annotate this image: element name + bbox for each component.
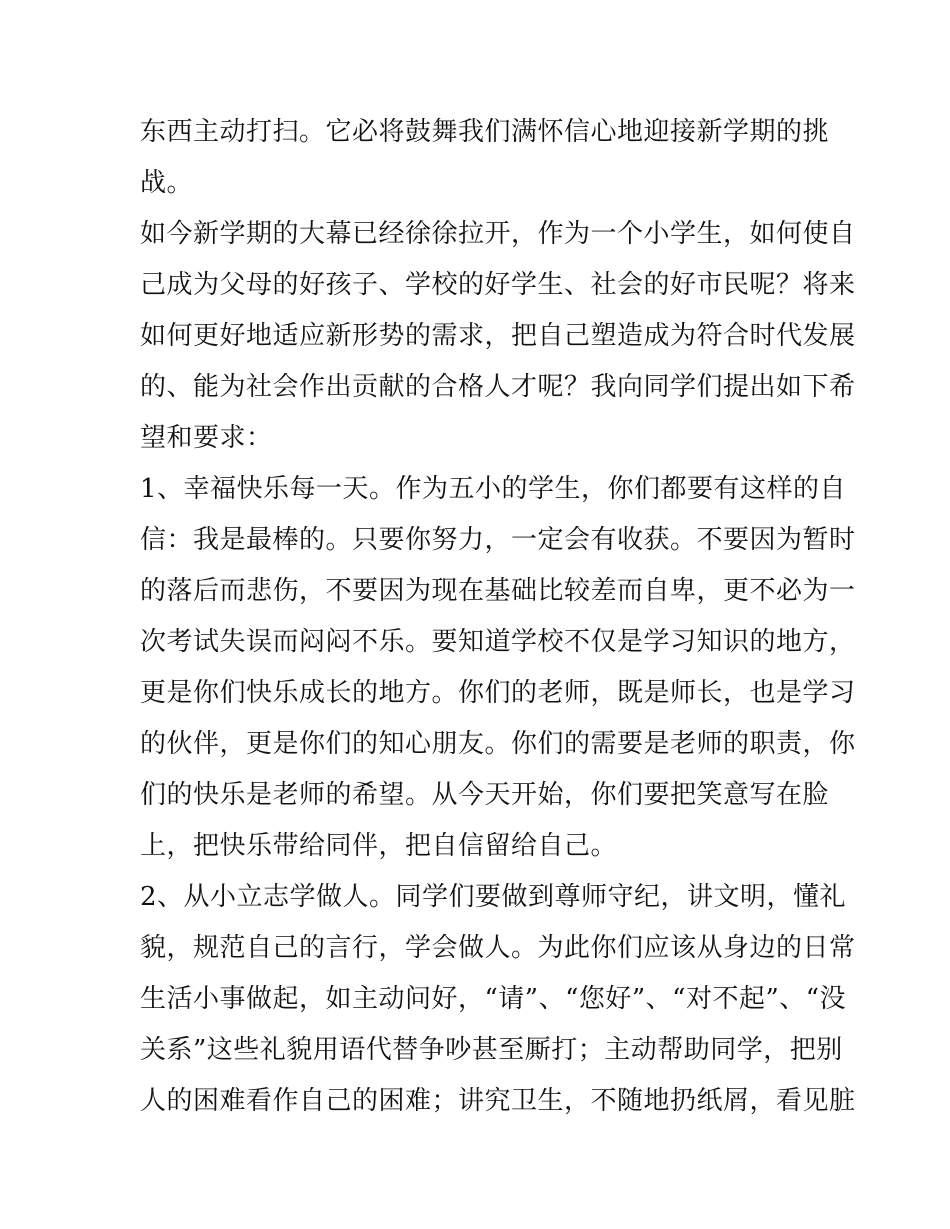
text-line-13: 的伙伴，更是你们的知心朋友。你们的需要是老师的职责，你 bbox=[140, 729, 856, 759]
text-line-18: 生活小事做起，如主动问好，“请”、“您好”、“对不起”、“没 bbox=[140, 984, 847, 1014]
text-line-7: 望和要求： bbox=[140, 423, 273, 453]
text-line-3: 如今新学期的大幕已经徐徐拉开，作为一个小学生，如何使自 bbox=[140, 219, 856, 249]
text-line-2: 战。 bbox=[140, 168, 194, 198]
text-line-6: 的、能为社会作出贡献的合格人才呢？我向同学们提出如下希 bbox=[140, 372, 856, 402]
body-text bbox=[140, 107, 856, 1127]
text-line-11: 次考试失误而闷闷不乐。要知道学校不仅是学习知识的地方， bbox=[140, 627, 856, 657]
text-line-8: 1、幸福快乐每一天。作为五小的学生，你们都要有这样的自 bbox=[140, 474, 847, 504]
text-line-10: 的落后而悲伤，不要因为现在基础比较差而自卑，更不必为一 bbox=[140, 576, 856, 606]
text-line-16: 2、从小立志学做人。同学们要做到尊师守纪，讲文明，懂礼 bbox=[140, 882, 847, 912]
text-line-15: 上，把快乐带给同伴，把自信留给自己。 bbox=[140, 831, 618, 861]
text-line-12: 更是你们快乐成长的地方。你们的老师，既是师长，也是学习 bbox=[140, 678, 856, 708]
text-line-20: 人的困难看作自己的困难；讲究卫生，不随地扔纸屑，看见脏 bbox=[140, 1086, 856, 1116]
text-line-1: 东西主动打扫。它必将鼓舞我们满怀信心地迎接新学期的挑 bbox=[140, 117, 830, 147]
text-line-4: 己成为父母的好孩子、学校的好学生、社会的好市民呢？将来 bbox=[140, 270, 856, 300]
text-line-9: 信：我是最棒的。只要你努力，一定会有收获。不要因为暂时 bbox=[140, 525, 856, 555]
text-line-19: 关系”这些礼貌用语代替争吵甚至厮打；主动帮助同学，把别 bbox=[140, 1035, 843, 1065]
text-line-5: 如何更好地适应新形势的需求，把自己塑造成为符合时代发展 bbox=[140, 321, 856, 351]
text-line-17: 貌，规范自己的言行，学会做人。为此你们应该从身边的日常 bbox=[140, 933, 856, 963]
text-line-14: 们的快乐是老师的希望。从今天开始，你们要把笑意写在脸 bbox=[140, 780, 830, 810]
